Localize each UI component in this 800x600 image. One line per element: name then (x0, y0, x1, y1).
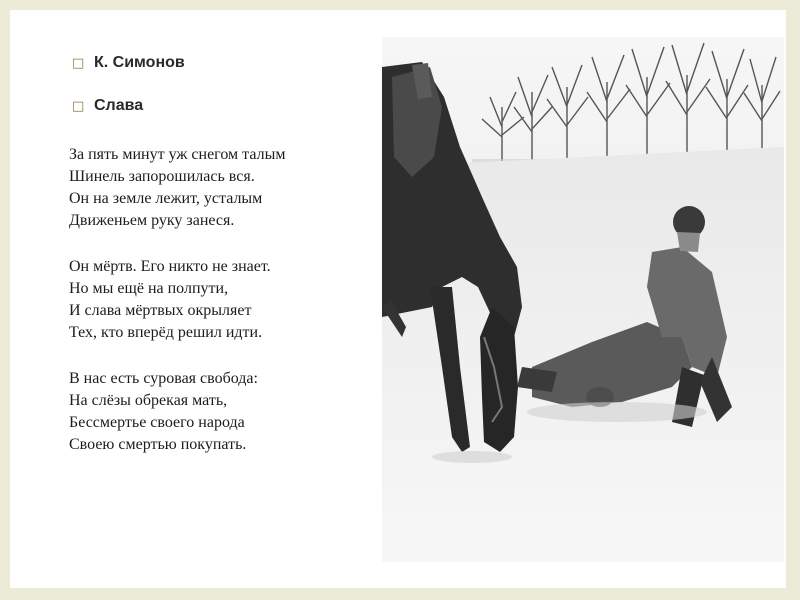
poem-line: Своею смертью покупать. (69, 436, 247, 453)
poem-line: Движеньем руку занеся. (69, 212, 235, 229)
poem-title: Слава (94, 97, 144, 114)
poem-stanza (69, 256, 389, 344)
poem-line: Шинель запорошилась вся. (69, 168, 255, 185)
poem-line: Бессмертье своего народа (69, 414, 245, 431)
poem-line: Он мёртв. Его никто не знает. (69, 258, 271, 275)
slide-frame-top (0, 0, 800, 10)
war-photo-illustration (382, 37, 784, 562)
war-photo (382, 37, 784, 562)
slide-frame-bottom (0, 588, 800, 600)
bullet-square-icon: □ (72, 98, 85, 114)
title-bullet (72, 97, 143, 115)
poem-stanza (69, 144, 389, 232)
poem-line: Он на земле лежит, усталым (69, 190, 263, 207)
poem-line: И слава мёртвых окрыляет (69, 302, 252, 319)
poem-line: В нас есть суровая свобода: (69, 370, 258, 387)
poem-line: За пять минут уж снегом талым (69, 146, 286, 163)
bullet-square-icon: □ (72, 55, 85, 71)
slide-frame-right (786, 0, 800, 600)
poem-line: Тех, кто вперёд решил идти. (69, 324, 263, 341)
slide-frame-left (0, 0, 10, 600)
poem-text (69, 144, 389, 480)
poem-line: Но мы ещё на полпути, (69, 280, 229, 297)
author-name: К. Симонов (94, 54, 185, 71)
poem-stanza (69, 368, 389, 456)
poem-line: На слёзы обрекая мать, (69, 392, 228, 409)
author-bullet (72, 54, 185, 72)
